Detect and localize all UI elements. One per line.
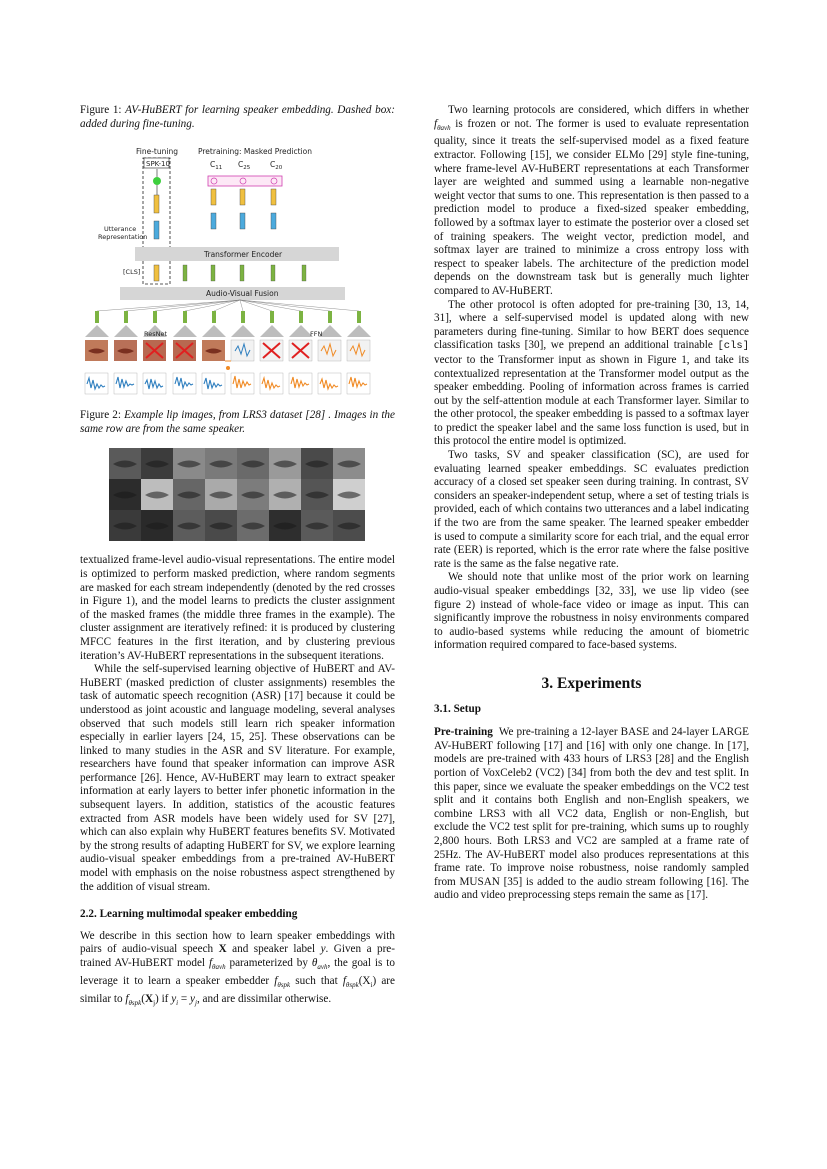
fusion-output-tokens: [183, 265, 306, 281]
left-column: [80, 104, 395, 1010]
encoder-triangles: [85, 325, 371, 337]
section-3-heading: 3. Experiments: [541, 674, 642, 692]
utterance-label: Utterance: [104, 225, 137, 234]
right-paragraph-3: Two tasks, SV and speaker classification (SC), are used for evaluating learned speaker embeddings. SC evaluates prediction accuracy of a closed set speaker seen during training. In contrast, SV considers an speaker-independent setup, where a set of testing trials is provided, each of which contains two utterances and a label indicating if the two are from the same speaker. The learned speaker embedder is used to compute a similarity score for each trial, and the equal error rate (EER) is reported, which is the error rate where the false positive rate is the same as the false negative rate.: [434, 449, 749, 570]
c11-label: $C_{11}$: [210, 160, 223, 172]
figure-2-caption: Figure 2: Example lip images, from LRS3 dataset [28] . Images in the same row are from the same speaker.: [80, 409, 395, 435]
figure-2-lip-grid: [80, 446, 395, 546]
pretraining-label: Pretraining: Masked Prediction: [198, 147, 312, 157]
right-paragraph-5: Pre-training We pre-training a 12-layer BASE and 24-layer LARGE AV-HuBERT following [17] and [16] with only one change. In [17], models are pre-trained with 433 hours of LRS3 [28] and the English portion of VoxCeleb2 (VC2) [34] from both the dev and test split. In this paper, since we evaluate the speaker embeddings on the VC2 test split and it contains both English and non-English speakers, we combine LRS3 with all VC2 data, English or non-English, but exclude the VC2 test split for pre-training, which sums up to roughly 2,800 hours. Both LRS3 and VC2 are sampled at a frame rate of 25Hz. The AV-HuBERT model also produces representations at this frame rate. To improve noise robustness, noise randomly sampled from MUSAN [35] is added to the audio stream following [16]. The audio and video preprocessing steps remain the same as [17].: [434, 726, 750, 902]
c25-label: $C_{25}$: [238, 160, 251, 172]
left-paragraph-2: While the self-supervised learning objective of HuBERT and AV-HuBERT (masked prediction of cluster assignments) resembles the task of automatic speech recognition (ASR) [17] because it could be understood as joint acoustic and language modeling, several analyses observed that such models still learn rich speaker information especially in earlier layers [24, 15, 25]. These observations can be linked to many studies in the ASR and SV literature. For example, researchers have found that speaker information can improve ASR performance [26]. Hence, AV-HuBERT may learn to extract speaker information at early layers to better infer phonetic information in the subsequent layers. In addition, statistics of the acoustic features extracted from ASR models have been widely used for SV [27], which can also explain why HuBERT features benefits SV. Motivated by the strong results of adapting HuBERT for SV, we explore learning audio-visual speaker embeddings from a pre-trained AV-HuBERT model with emphasis on the noise robustness aspect strengthened by the addition of visual stream.: [80, 663, 395, 893]
left-paragraph-1: textualized frame-level audio-visual representations. The entire model is optimized to perform masked prediction, where random segments are masked for each stream independently (denoted by the red crosses in Figure 1), and the model learns to predicts the cluster assignment of the masked frames (the middle three frames in the example). The cluster assignment are iteratively refined: it is produced by clustering MFCC features in the first iteration, and by clustering previous iteration’s AV-HuBERT representations in the subsequent iterations.: [80, 554, 395, 662]
ffn-label: FFN: [310, 330, 323, 339]
c20-label: $C_{20}$: [270, 160, 283, 172]
mask-cross-icon: [146, 343, 309, 358]
right-paragraph-1: Two learning protocols are considered, which differs in whether $f_{\theta avh}$ is frozen or not. The former is used to evaluate representation quality, since it treats the self-supervised model as a fixed feature extractor. Following [15], we consider ELMo [29] style fine-tuning, where frame-level AV-HuBERT representations at each Transformer layer are weighted and summed using a learnable non-negative weight vector that sums to one. This representation is then passed to a prediction model to produce a fixed-sized speaker embedding, followed by a softmax layer to estimate the posterior over a closed set of training speakers. The weight vector, prediction model, and softmax layer are trained to minimize a cross entropy loss with respect to speaker labels. The architecture of the prediction model depends on the downstream task but is generally much lighter compared to AV-HuBERT.: [434, 104, 749, 297]
cls-label: [CLS]: [123, 268, 141, 277]
left-paragraph-3: We describe in this section how to learn speaker embeddings with pairs of audio-visual speech X and speaker label y. Given a pre-trained AV-HuBERT model $f_{\theta avh}$ parameterized by $\theta_{avh}$, the goal is to leverage it to learn a speaker embedder $f_{\theta spk}$ such that $f_{\theta spk}(X_i)$ are similar to $f_{\theta spk}(X_j)$ if $y_i = y_j$, and are dissimilar otherwise.: [80, 929, 395, 1007]
right-paragraph-2: The other protocol is often adopted for pre-training [30, 13, 14, 31], where a self-supervised model is updated along with new parameters during fine-tuning. Similar to how BERT does sequence classification tasks [30], we prepend an additional trainable [cls] vector to the Transformer input as shown in Figure 1, and take its contextualized representation at the Transformer model output as the speaker embedding. Pooling of information across frames is carried out by the self-attention module at each Transformer layer. Similar to the other protocol, the speaker embedding is passed to a softmax layer to predict the speaker label and the same loss function is used, but in this protocol the entire model is optimized.: [434, 298, 749, 448]
right-column: [434, 104, 749, 903]
resnet-label: ResNet: [144, 330, 168, 339]
fusion-label: Audio-Visual Fusion: [206, 289, 279, 299]
figure-1-caption: Figure 1: AV-HuBERT for learning speaker embedding. Dashed box: added during fine-tuning.: [80, 104, 395, 130]
spk-label: SPK-10: [146, 160, 170, 169]
transformer-label: Transformer Encoder: [204, 250, 283, 260]
lip-tiles: [85, 340, 370, 361]
section-3-1-heading: 3.1. Setup: [434, 702, 481, 715]
fine-tuning-label: Fine-tuning: [136, 147, 178, 157]
speaker-prediction-node: [153, 177, 161, 185]
figure-1-waveform-row: [80, 371, 395, 397]
feature-tokens: [95, 311, 361, 323]
right-paragraph-4: We should note that unlike most of the prior work on learning audio-visual speaker embeddings [32, 33], we use lip video (see figure 2) instead of whole-face video or image as input. This can significantly improve the robustness in noisy environments compared to audio-based systems while reducing the amount of biometric information required compared to face-based systems.: [434, 571, 749, 652]
representation-label: Representation: [98, 233, 148, 242]
figure-1-diagram: [80, 141, 395, 371]
transformer-output-tokens: [154, 189, 276, 239]
section-2-2-heading: 2.2. Learning multimodal speaker embedding: [80, 908, 298, 921]
